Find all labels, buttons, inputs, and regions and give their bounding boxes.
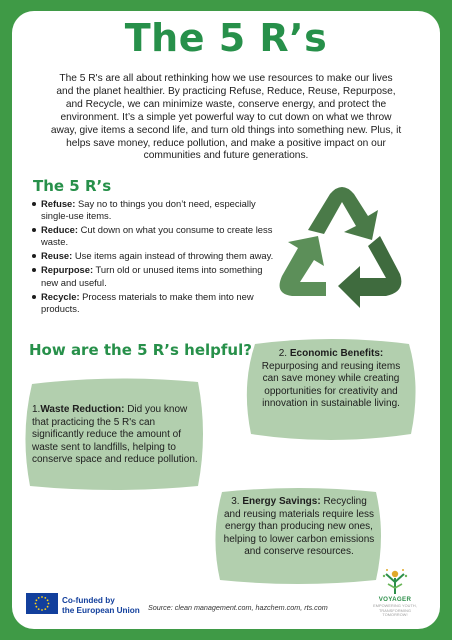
eu-cofunded-label: Co-funded by the European Union [62,596,140,615]
list-item: Recycle: Process materials to make them into new products. [41,291,277,315]
economic-benefits-card: 2. Economic Benefits: Repurposing and reusing items can save money while creating opportunities for creativity and innovation in sustainable living. [241,336,421,442]
source-note: Source: clean management.com, hazchem.com, rts.com [148,603,328,612]
rs-list [30,198,277,317]
voyager-name: VOYAGER [378,596,412,603]
intro-paragraph: The 5 R's are all about rethinking how we use resources to make our lives and the planet healthier. By practicing Refuse, Reduce, Reuse, Repurpose, and Recycle, we can minimize waste, conserve energy, and protect the environment. It’s a simple yet powerful way to cut down on what we throw away, give items a second life, and turn old things into something new. Plus, it helps save money, reduce pollution, and make a positive impact on our communities and future generations. [50,73,402,162]
rs-heading: The 5 R’s [33,177,112,195]
list-item: Reduce: Cut down on what you consume to create less waste. [41,224,277,248]
voyager-logo-icon [378,566,412,596]
recycle-icon [268,178,416,320]
list-item: Repurpose: Turn old or unused items into something new and useful. [41,264,277,288]
list-item: Reuse: Use items again instead of throwing them away. [41,250,277,262]
energy-savings-card: 3. Energy Savings: Recycling and reusing materials require less energy than producing new ones, helping to lower carbon emissions and conserve resources. [210,486,386,586]
waste-reduction-card: 1.Waste Reduction: Did you know that practicing the 5 R's can significantly reduce the amount of waste sent to landfills, helping to conserve space and reduce pollution. [22,376,206,492]
voyager-tagline: EMPOWERING YOUTH, TRANSFORMING TOMORROW! [373,604,417,618]
page-title: The 5 R’s [124,16,328,60]
eu-flag-icon [26,593,58,614]
list-item: Refuse: Say no to things you don’t need, especially single-use items. [41,198,277,222]
helpful-heading: How are the 5 R’s helpful? [29,341,252,359]
